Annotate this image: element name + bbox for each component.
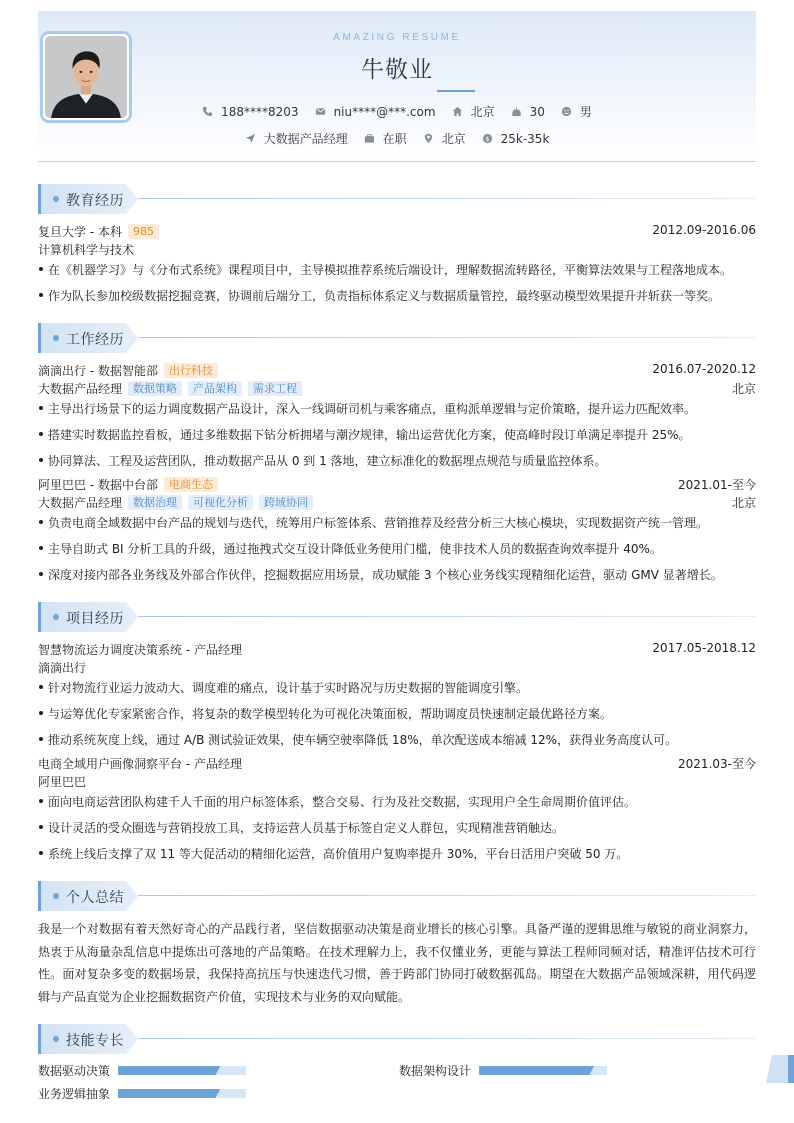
- section-title: 工作经历: [66, 332, 124, 348]
- skill-item: [38, 1085, 246, 1102]
- company-name: 滴滴出行 - 数据智能部: [38, 364, 158, 378]
- list-item: 主导出行场景下的运力调度数据产品设计，深入一线调研司机与乘客痛点，重构派单逻辑与定价策略，提升运力匹配效率。: [38, 400, 756, 417]
- section-projects: [38, 602, 756, 632]
- location-pin-icon: [423, 133, 434, 144]
- section-education: [38, 184, 756, 214]
- section-summary: [38, 881, 756, 911]
- job-location: 北京: [731, 382, 756, 396]
- industry-tag: 电商生态: [164, 477, 218, 492]
- city-info: [452, 103, 495, 120]
- section-title: 项目经历: [66, 611, 124, 627]
- skill-item: [399, 1062, 607, 1079]
- section-title: 技能专长: [66, 1033, 124, 1049]
- phone-info: [202, 105, 298, 119]
- project-period: 2017.05-2018.12: [652, 641, 756, 655]
- skill-tag: 数据治理: [128, 495, 182, 510]
- age-text: 30: [529, 104, 545, 119]
- skill-level-fill: [118, 1089, 220, 1098]
- skill-item: [38, 1062, 246, 1079]
- job-period: 2016.07-2020.12: [652, 362, 756, 376]
- school-name: 复旦大学 - 本科: [38, 225, 122, 239]
- job-target-text: 大数据产品经理: [263, 132, 348, 146]
- expected-city-info: [423, 130, 466, 147]
- job-role: 大数据产品经理: [38, 382, 123, 396]
- section-title: 教育经历: [66, 193, 124, 209]
- skill-tag: 可视化分析: [188, 495, 253, 510]
- list-item: 搭建实时数据监控看板，通过多维数据下钻分析拥堵与潮汐规律，输出运营优化方案，使高峰时段订单满足率提升 25%。: [38, 426, 756, 443]
- candidate-name: 牛敬业: [361, 57, 433, 83]
- job-target-info: [245, 130, 348, 147]
- email-text: niu****@***.com: [333, 104, 436, 119]
- skill-tag: 数据策略: [128, 381, 182, 396]
- project-period: 2021.03-至今: [678, 757, 756, 771]
- list-item: 针对物流行业运力波动大、调度难的痛点，设计基于实时路况与历史数据的智能调度引擎。: [38, 679, 756, 696]
- skill-level-bar: [118, 1089, 246, 1098]
- job-role: 大数据产品经理: [38, 496, 123, 510]
- resume-tagline: AMAZING RESUME: [333, 32, 461, 43]
- gender-text: 男: [579, 105, 592, 119]
- skill-level-bar: [479, 1066, 607, 1075]
- list-item: 在《机器学习》与《分布式系统》课程项目中，主导模拟推荐系统后端设计，理解数据流转路径，平衡算法效果与工程落地成本。: [38, 261, 756, 278]
- major: 计算机科学与技术: [38, 243, 135, 257]
- expected-city-text: 北京: [441, 132, 466, 146]
- project-name: 智慧物流运力调度决策系统 - 产品经理: [38, 643, 242, 657]
- list-item: 协同算法、工程及运营团队，推动数据产品从 0 到 1 落地，建立标准化的数据埋点规范与质量监控体系。: [38, 452, 756, 469]
- list-item: 主导自助式 BI 分析工具的升级，通过拖拽式交互设计降低业务使用门槛，使非技术人员的数据查询效率提升 40%。: [38, 540, 756, 557]
- industry-tag: 出行科技: [164, 363, 218, 378]
- email-info: [315, 105, 436, 119]
- resume-header: [38, 11, 756, 162]
- skill-level-bar: [118, 1066, 246, 1075]
- coin-icon: [482, 133, 493, 144]
- age-info: [511, 105, 545, 119]
- status-text: 在职: [382, 132, 407, 146]
- send-icon: [245, 133, 256, 144]
- job-location: 北京: [731, 496, 756, 510]
- job-intent-row: [38, 130, 756, 147]
- list-item: 作为队长参加校级数据挖掘竞赛，协调前后端分工，负责指标体系定义与数据质量管控，最终驱动模型效果提升并斩获一等奖。: [38, 287, 756, 304]
- job-header: [38, 476, 756, 493]
- section-title: 个人总结: [66, 890, 124, 906]
- list-item: 设计灵活的受众圈选与营销投放工具，支持运营人员基于标签自定义人群包，实现精准营销触达。: [38, 819, 756, 836]
- contact-row: [38, 103, 756, 120]
- project-header: [38, 755, 756, 772]
- phone-icon: [202, 106, 213, 117]
- skill-tag: 跨域协同: [259, 495, 313, 510]
- section-skills: [38, 1024, 756, 1054]
- list-item: 推动系统灰度上线，通过 A/B 测试验证效果，使车辆空驶率降低 18%，单次配送成本缩减 12%，获得业务高度认可。: [38, 731, 756, 748]
- city-text: 北京: [470, 105, 495, 119]
- skill-name: 数据驱动决策: [38, 1064, 111, 1078]
- section-work: [38, 323, 756, 353]
- job-role-row: [38, 380, 756, 397]
- mail-icon: [315, 106, 326, 117]
- status-info: [364, 130, 407, 147]
- project-name: 电商全域用户画像洞察平台 - 产品经理: [38, 757, 242, 771]
- school-tag: 985: [128, 224, 159, 239]
- skill-name: 业务逻辑抽象: [38, 1087, 111, 1101]
- education-major-row: [38, 241, 756, 258]
- skill-name: 数据架构设计: [399, 1064, 472, 1078]
- svg-text:$: $: [485, 134, 490, 143]
- list-item: 负责电商全域数据中台产品的规划与迭代，统筹用户标签体系、营销推荐及经营分析三大核心模块，实现数据资产统一管理。: [38, 514, 756, 531]
- education-header: [38, 223, 756, 240]
- job-role-row: [38, 494, 756, 511]
- name-underline: [437, 90, 475, 92]
- project-header: [38, 641, 756, 658]
- education-period: 2012.09-2016.06: [652, 223, 756, 237]
- list-item: 与运筹优化专家紧密合作，将复杂的数学模型转化为可视化决策面板，帮助调度员快速制定最优路径方案。: [38, 705, 756, 722]
- page-corner-decoration: [766, 1055, 794, 1083]
- summary-text: 我是一个对数据有着天然好奇心的产品践行者，坚信数据驱动决策是商业增长的核心引擎。具备严谨的逻辑思维与敏锐的商业洞察力，热衷于从海量杂乱信息中提炼出可落地的产品策略。在技术理解力上，我不仅懂业务，更能与算法工程师同频对话，精准评估技术可行性。面对复杂多变的数据场景，我保持高抗压与快速迭代习惯，善于跨部门协同打破数据孤岛。期望在大数据产品领域深耕，用代码逻辑与产品直觉为企业挖掘数据资产价值，实现技术与业务的双向赋能。: [38, 922, 756, 1004]
- cake-icon: [511, 106, 522, 117]
- project-org: 阿里巴巴: [38, 775, 87, 789]
- skill-tag: 产品架构: [188, 381, 242, 396]
- skill-tag: 需求工程: [248, 381, 302, 396]
- list-item: 系统上线后支撑了双 11 等大促活动的精细化运营，高价值用户复购率提升 30%，平台日活用户突破 50 万。: [38, 845, 756, 862]
- company-name: 阿里巴巴 - 数据中台部: [38, 478, 158, 492]
- skill-level-fill: [118, 1066, 220, 1075]
- salary-info: [482, 132, 550, 146]
- skill-level-fill: [479, 1066, 594, 1075]
- project-org-row: [38, 659, 756, 676]
- salary-text: 25k-35k: [500, 131, 550, 146]
- phone-text: 188****8203: [221, 104, 299, 119]
- list-item: 深度对接内部各业务线及外部合作伙伴，挖掘数据应用场景，成功赋能 3 个核心业务线实现精细化运营，驱动 GMV 显著增长。: [38, 566, 756, 583]
- list-item: 面向电商运营团队构建千人千面的用户标签体系，整合交易、行为及社交数据，实现用户全生命周期价值评估。: [38, 793, 756, 810]
- job-period: 2021.01-至今: [678, 478, 756, 492]
- project-org-row: [38, 773, 756, 790]
- home-icon: [452, 106, 463, 117]
- project-org: 滴滴出行: [38, 661, 87, 675]
- gender-icon: [561, 106, 572, 117]
- job-header: [38, 362, 756, 379]
- briefcase-icon: [364, 133, 375, 144]
- gender-info: [561, 103, 592, 120]
